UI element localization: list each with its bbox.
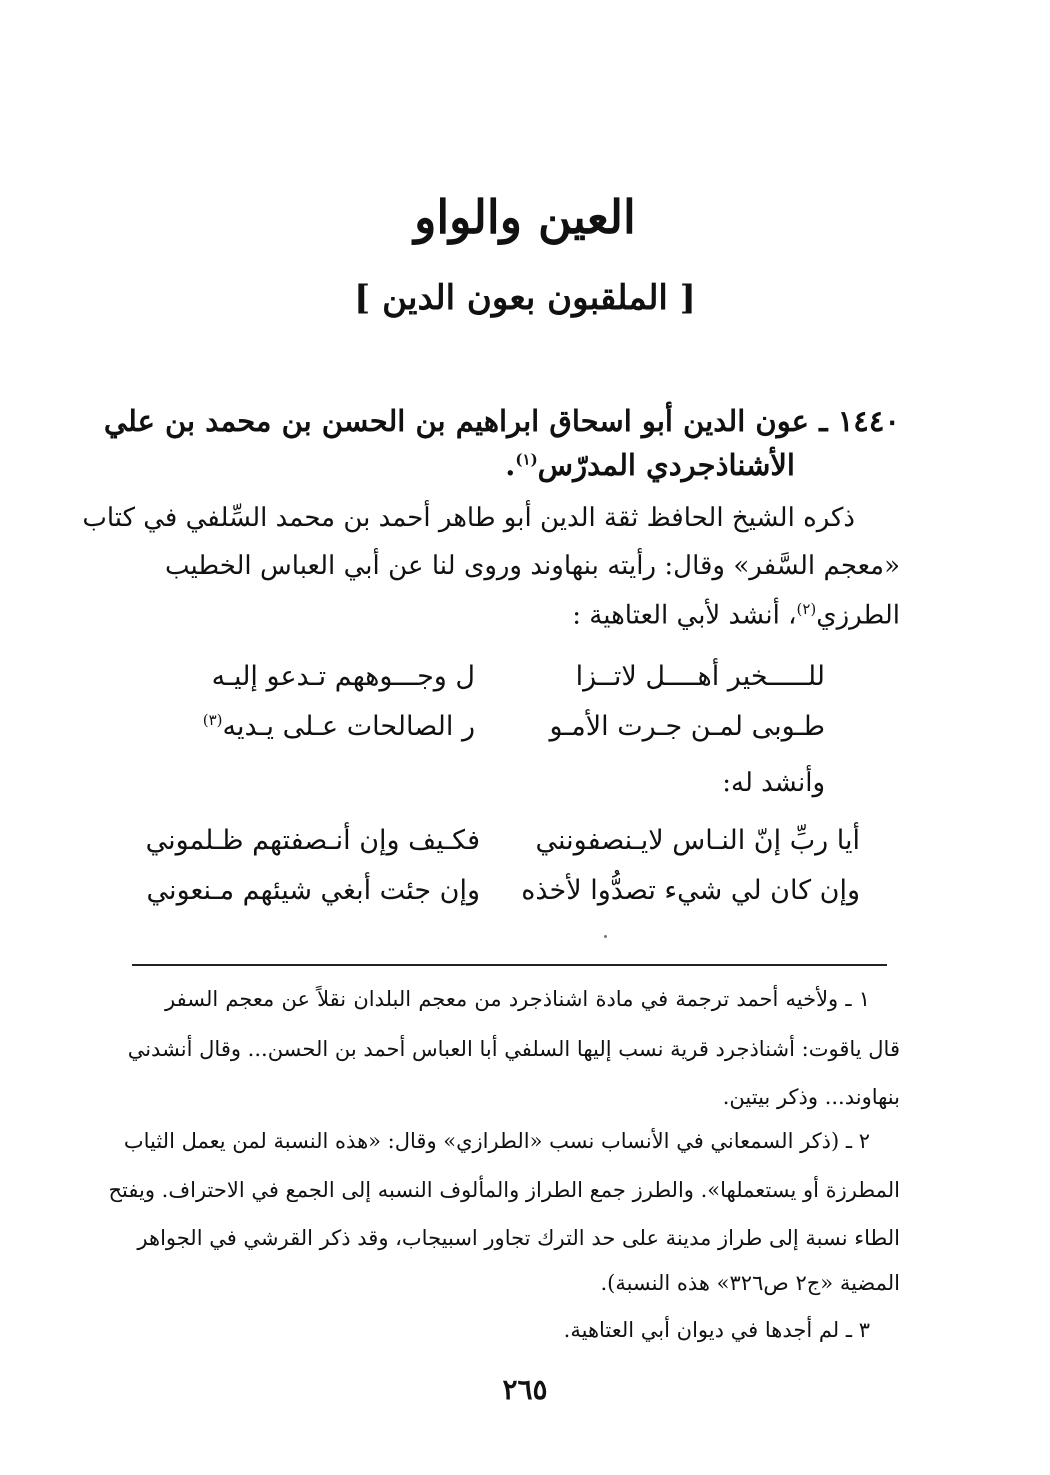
verse-3-second-hemistich: فكـيف وإن أنـصفتهم ظـلموني (145, 825, 480, 856)
page-number: ٢٦٥ (502, 1373, 548, 1406)
verse-4-second-hemistich: وإن جئت أبغي شيئهم مـنعوني (146, 875, 480, 906)
footnote-1-line-2: قال ياقوت: أشناذجرد قرية نسب إليها السلفي أبا العباس أحمد بن الحسن... وقال أنشدني (127, 1037, 900, 1061)
verse-2-second-text: ر الصالحات عـلى يـديه (222, 711, 475, 742)
paragraph-line-1: ذكره الشيخ الحافظ ثقة الدين أبو طاهر أحمد بن محمد السِّلفي في كتاب (82, 503, 855, 533)
footnote-divider (132, 964, 887, 966)
verse-4-first-hemistich: وإن كان لي شيء تصدُّوا لأخذه (521, 875, 860, 906)
entry-heading-text: الأشناذجردي المدرّس (537, 448, 795, 482)
footnote-2-line-3: الطاء نسبة إلى طراز مدينة على حد الترك تجاور اسبيجاب، وقد ذكر القرشي في الجواهر (137, 1226, 900, 1250)
verse-1-first-hemistich: للـــــخير أهــــل لاتــزا (575, 661, 825, 692)
footnote-3: ٣ ـ لم أجدها في ديوان أبي العتاهية. (563, 1318, 870, 1342)
verse-2-first-hemistich: طـوبى لمـن جـرت الأمـو (549, 711, 825, 742)
entry-heading-line-2 (505, 448, 795, 482)
paragraph-line-3-end: ، أنشد لأبي العتاهية : (572, 600, 797, 631)
paragraph-line-2: «معجم السَّفر» وقال: رأيته بنهاوند وروى لنا عن أبي العباس الخطيب (165, 551, 900, 581)
paragraph-line-3-start: الطرزي (816, 600, 900, 631)
speck-mark (604, 935, 607, 938)
verse-2-second-hemistich (203, 711, 475, 742)
footnote-2-line-1: ٢ ـ (ذكر السمعاني في الأنساب نسب «الطرازي» وقال: «هذه النسبة لمن يعمل الثياب (123, 1129, 870, 1153)
footnote-2-line-4: المضية «ج٢ ص٣٢٦» هذه النسبة). (600, 1271, 900, 1295)
footnote-1-line-3: بنهاوند... وذكر بيتين. (722, 1085, 900, 1109)
chapter-title: العين والواو (414, 190, 636, 244)
recitation-intro: وأنشد له: (722, 768, 825, 798)
footnote-2-line-2: المطرزة أو يستعملها». والطرز جمع الطراز والمألوف النسبه إلى الجمع في الاحتراف. ويفتح (108, 1178, 900, 1202)
footnote-1-line-1: ١ ـ ولأخيه أحمد ترجمة في مادة اشناذجرد من معجم البلدان نقلاً عن معجم السفر (165, 987, 870, 1011)
entry-heading-end: . (505, 448, 516, 482)
section-subtitle: [ الملقبون بعون الدين ] (354, 278, 696, 318)
verse-1-second-hemistich: ل وجـــوههم تـدعو إليـه (211, 661, 475, 692)
footnote-ref-3: (٣) (202, 711, 223, 729)
footnote-ref-2: (٢) (796, 600, 817, 618)
footnote-ref-1: (١) (515, 450, 538, 469)
entry-heading-line-1: ١٤٤٠ ـ عون الدين أبو اسحاق ابراهيم بن الحسن بن محمد بن علي (103, 404, 900, 438)
verse-3-first-hemistich: أيا ربِّ إنّ النـاس لايـنصفونني (535, 825, 860, 856)
paragraph-line-3 (165, 600, 900, 631)
